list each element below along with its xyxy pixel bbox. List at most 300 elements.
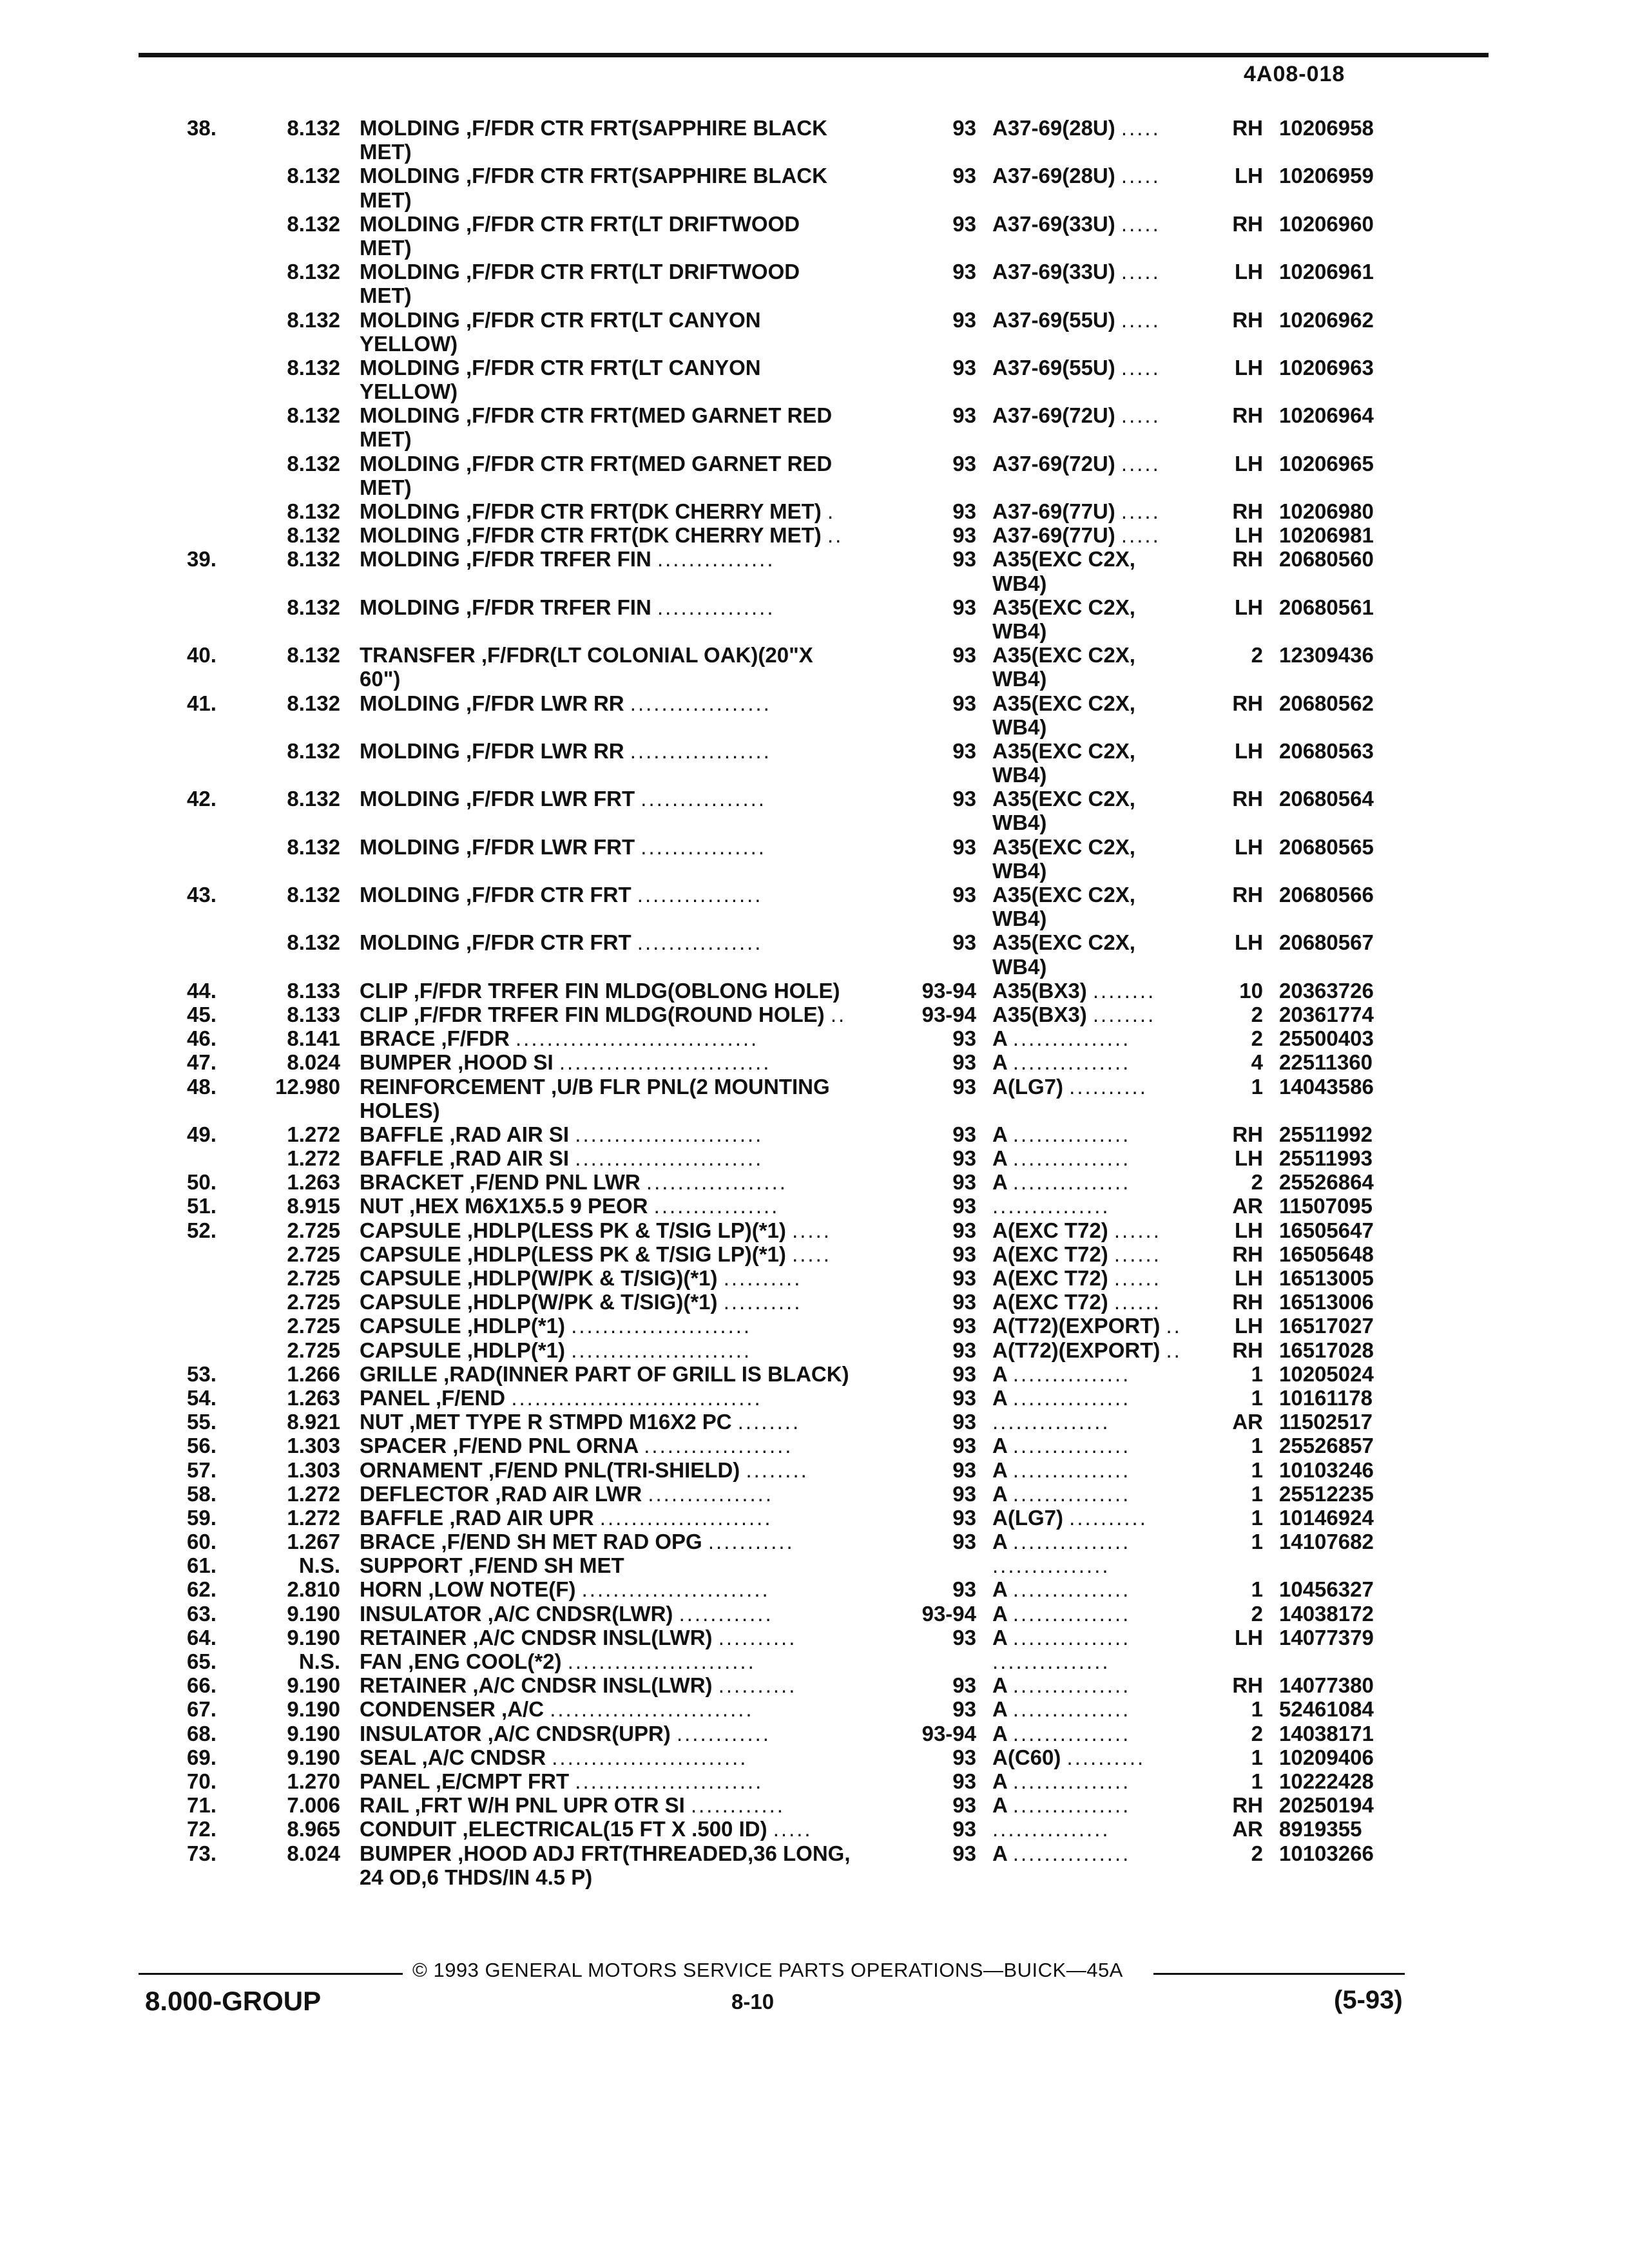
part-number: 14038171	[1279, 1721, 1374, 1745]
application-leader: ........	[1092, 978, 1156, 1003]
part-description	[360, 164, 894, 187]
part-number: 14038172	[1279, 1601, 1374, 1626]
table-row	[0, 1482, 1629, 1506]
application	[992, 811, 1211, 834]
part-description	[360, 1099, 894, 1122]
description-text: CAPSULE ,HDLP(W/PK & T/SIG)(*1)	[360, 1266, 718, 1290]
table-row	[0, 1434, 1629, 1457]
part-number: 10206980	[1279, 499, 1374, 523]
application-text: A	[992, 1170, 1007, 1195]
group-number: 8.915	[287, 1194, 340, 1218]
table-row	[0, 1026, 1629, 1050]
application	[992, 955, 1211, 979]
description-text: 60")	[360, 667, 401, 691]
table-row	[0, 1865, 1629, 1889]
description-text: RAIL ,FRT W/H PNL UPR OTR SI	[360, 1793, 685, 1818]
quantity: LH	[1235, 1218, 1263, 1242]
group-number: N.S.	[298, 1649, 340, 1673]
table-row	[0, 1553, 1629, 1577]
quantity: 1	[1251, 1530, 1263, 1554]
description-text: MOLDING ,F/FDR TRFER FIN	[360, 547, 651, 572]
model-year: 93	[952, 883, 976, 907]
description-text: NUT ,HEX M6X1X5.5 9 PEOR	[360, 1194, 648, 1218]
quantity: 2	[1251, 1841, 1263, 1865]
table-row	[0, 1170, 1629, 1194]
description-leader: ................	[641, 834, 766, 859]
description-text: PANEL ,F/END	[360, 1385, 506, 1410]
quantity: RH	[1232, 1290, 1263, 1314]
model-year: 93	[952, 1290, 976, 1314]
description-text: GRILLE ,RAD(INNER PART OF GRILL IS BLACK)	[360, 1361, 849, 1386]
application-text: A37-69(28U)	[992, 164, 1115, 188]
model-year: 93	[952, 1338, 976, 1362]
part-description	[360, 1482, 894, 1506]
application-text: A35(EXC C2X,	[992, 547, 1135, 572]
application	[992, 1050, 1211, 1074]
description-leader: .........................	[552, 1745, 748, 1769]
description-text: BRACKET ,F/END PNL LWR	[360, 1170, 641, 1195]
table-row	[0, 1530, 1629, 1553]
description-text: MET)	[360, 475, 412, 499]
description-leader: ...........................	[559, 1050, 771, 1075]
group-number: 9.190	[287, 1721, 340, 1745]
group-number: 2.725	[287, 1290, 340, 1314]
table-row	[0, 1673, 1629, 1697]
description-text: CLIP ,F/FDR TRFER FIN MLDG(ROUND HOLE)	[360, 1002, 825, 1026]
application-text: A	[992, 1793, 1007, 1818]
item-number: 49.	[187, 1122, 217, 1146]
model-year: 93	[952, 1026, 976, 1051]
part-description	[360, 1649, 894, 1673]
footer-rule-left	[139, 1973, 403, 1975]
application	[992, 1434, 1211, 1457]
application	[992, 1075, 1211, 1099]
model-year: 93	[952, 164, 976, 188]
model-year: 93	[952, 1481, 976, 1506]
quantity: LH	[1235, 930, 1263, 955]
table-row	[0, 811, 1629, 834]
quantity: 2	[1251, 1721, 1263, 1745]
description-text: CLIP ,F/FDR TRFER FIN MLDG(OBLONG HOLE)	[360, 978, 840, 1003]
item-number: 38.	[187, 116, 217, 140]
table-row	[0, 907, 1629, 930]
model-year: 93	[952, 643, 976, 668]
model-year: 93	[952, 1577, 976, 1602]
description-text: MET)	[360, 284, 412, 308]
application	[992, 1769, 1211, 1793]
description-leader: .....	[773, 1817, 813, 1841]
application-text: A37-69(77U)	[992, 523, 1115, 548]
quantity: RH	[1232, 1793, 1263, 1818]
part-number: 10206963	[1279, 355, 1374, 380]
group-number: 8.132	[287, 643, 340, 668]
part-description	[360, 1602, 894, 1626]
item-number: 40.	[187, 643, 217, 668]
application-text: A(LG7)	[992, 1074, 1063, 1099]
application-text: A35(EXC C2X,	[992, 930, 1135, 955]
application	[992, 787, 1211, 811]
application	[992, 523, 1211, 547]
application-text: WB4)	[992, 858, 1047, 883]
application-text: A35(EXC C2X,	[992, 595, 1135, 619]
quantity: RH	[1232, 787, 1263, 811]
item-number: 50.	[187, 1170, 217, 1195]
table-row	[0, 1649, 1629, 1673]
description-text: BUMPER ,HOOD ADJ FRT(THREADED,36 LONG,	[360, 1841, 851, 1865]
model-year: 93-94	[921, 1721, 976, 1745]
application	[992, 1122, 1211, 1146]
application-text: A	[992, 1601, 1007, 1626]
table-row	[0, 1410, 1629, 1434]
model-year: 93	[952, 1769, 976, 1793]
item-number: 44.	[187, 978, 217, 1003]
application	[992, 1530, 1211, 1553]
group-number: 1.263	[287, 1385, 340, 1410]
application-leader: ...............	[1012, 1577, 1131, 1602]
group-number: 12.980	[275, 1074, 340, 1099]
table-row	[0, 1242, 1629, 1266]
group-number: 1.272	[287, 1481, 340, 1506]
quantity: LH	[1235, 595, 1263, 619]
part-description	[360, 667, 894, 691]
part-description	[360, 260, 894, 284]
part-number: 25526857	[1279, 1434, 1374, 1458]
description-text: MOLDING ,F/FDR LWR RR	[360, 738, 624, 763]
part-description	[360, 1745, 894, 1769]
quantity: 10	[1239, 978, 1263, 1003]
application-leader: .....	[1121, 403, 1161, 428]
application-leader: ...............	[1012, 1122, 1131, 1146]
item-number: 72.	[187, 1817, 217, 1841]
description-text: MOLDING ,F/FDR CTR FRT(DK CHERRY MET)	[360, 523, 822, 548]
table-row	[0, 859, 1629, 883]
application-text: A	[992, 1841, 1007, 1865]
application	[992, 1626, 1211, 1649]
table-row	[0, 619, 1629, 643]
application-leader: ...............	[1012, 1361, 1131, 1386]
quantity: RH	[1232, 211, 1263, 236]
application-text: WB4)	[992, 811, 1047, 835]
group-number: 8.132	[287, 116, 340, 140]
part-description	[360, 452, 894, 476]
quantity: 1	[1251, 1577, 1263, 1602]
description-text: PANEL ,E/CMPT FRT	[360, 1769, 570, 1793]
quantity: 2	[1251, 1601, 1263, 1626]
description-text: MOLDING ,F/FDR CTR FRT(LT DRIFTWOOD	[360, 211, 800, 236]
model-year: 93	[952, 1385, 976, 1410]
application-leader: .....	[1121, 499, 1161, 523]
part-number: 16517027	[1279, 1314, 1374, 1338]
model-year: 93	[952, 1457, 976, 1482]
part-description	[360, 1386, 894, 1410]
item-number: 64.	[187, 1625, 217, 1649]
table-row	[0, 787, 1629, 811]
description-leader: ..........	[718, 1673, 797, 1698]
part-description	[360, 427, 894, 451]
quantity: 2	[1251, 1002, 1263, 1026]
description-leader: ............	[679, 1601, 773, 1626]
model-year: 93-94	[921, 1601, 976, 1626]
part-number: 10103266	[1279, 1841, 1374, 1865]
model-year: 93	[952, 1242, 976, 1266]
application-text: A35(EXC C2X,	[992, 691, 1135, 715]
part-description	[360, 1865, 894, 1889]
part-description	[360, 1170, 894, 1194]
application-leader: .....	[1121, 355, 1161, 380]
part-description	[360, 1769, 894, 1793]
part-number: 20680565	[1279, 834, 1374, 859]
part-number: 10209406	[1279, 1745, 1374, 1769]
item-number: 65.	[187, 1649, 217, 1673]
application-text: A	[992, 1697, 1007, 1722]
table-row	[0, 1386, 1629, 1410]
application-text: A(EXC T72)	[992, 1218, 1108, 1242]
item-number: 61.	[187, 1553, 217, 1578]
description-leader: ................	[653, 1194, 780, 1218]
model-year: 93	[952, 1361, 976, 1386]
part-number: 12309436	[1279, 643, 1374, 668]
quantity: 1	[1251, 1769, 1263, 1793]
part-number: 10103246	[1279, 1457, 1374, 1482]
application-leader: .....	[1121, 116, 1161, 140]
part-number: 20363726	[1279, 978, 1374, 1003]
description-leader: ........................	[575, 1146, 764, 1171]
group-number: 2.810	[287, 1577, 340, 1602]
application-leader: .....	[1121, 164, 1161, 188]
quantity: 1	[1251, 1457, 1263, 1482]
quantity: RH	[1232, 307, 1263, 332]
description-text: NUT ,MET TYPE R STMPD M16X2 PC	[360, 1410, 732, 1434]
description-text: CAPSULE ,HDLP(*1)	[360, 1338, 566, 1362]
group-label: 8.000-GROUP	[145, 1986, 322, 2016]
application-text: A37-69(33U)	[992, 260, 1115, 284]
table-row	[0, 476, 1629, 499]
item-number: 62.	[187, 1577, 217, 1602]
application-text: A	[992, 1361, 1007, 1386]
group-number: 8.132	[287, 307, 340, 332]
application	[992, 619, 1211, 643]
description-leader: .	[827, 499, 836, 523]
application-text: WB4)	[992, 954, 1047, 979]
model-year: 93	[952, 930, 976, 955]
part-description	[360, 1050, 894, 1074]
group-number: 2.725	[287, 1218, 340, 1242]
application-leader: ........	[1092, 1002, 1156, 1026]
quantity: LH	[1235, 1625, 1263, 1649]
application-text: A35(EXC C2X,	[992, 738, 1135, 763]
application-leader: ...............	[1012, 1146, 1131, 1171]
item-number: 54.	[187, 1385, 217, 1410]
application-text: A37-69(72U)	[992, 451, 1115, 476]
model-year: 93	[952, 1194, 976, 1218]
part-description	[360, 1553, 894, 1577]
description-text: CAPSULE ,HDLP(W/PK & T/SIG)(*1)	[360, 1290, 718, 1314]
application-text: A(LG7)	[992, 1505, 1063, 1530]
table-row	[0, 1218, 1629, 1242]
application-text: A(EXC T72)	[992, 1290, 1108, 1314]
footer-rule-right	[1153, 1973, 1405, 1975]
quantity: RH	[1232, 1338, 1263, 1362]
group-number: 8.132	[287, 547, 340, 572]
item-number: 48.	[187, 1074, 217, 1099]
application-leader: .....	[1121, 307, 1161, 332]
table-row	[0, 1769, 1629, 1793]
group-number: 1.272	[287, 1122, 340, 1146]
part-number: 16513005	[1279, 1266, 1374, 1290]
description-text: MET)	[360, 235, 412, 260]
description-leader: ...............	[657, 595, 775, 619]
application	[992, 930, 1211, 954]
application	[992, 547, 1211, 571]
item-number: 66.	[187, 1673, 217, 1698]
group-number: 8.132	[287, 834, 340, 859]
application-text: WB4)	[992, 763, 1047, 787]
application	[992, 164, 1211, 187]
application-text: A37-69(33U)	[992, 211, 1115, 236]
part-description	[360, 739, 894, 763]
quantity: LH	[1235, 260, 1263, 284]
model-year: 93	[952, 1505, 976, 1530]
application	[992, 907, 1211, 930]
quantity: LH	[1235, 1266, 1263, 1290]
group-number: 8.132	[287, 451, 340, 476]
group-number: 2.725	[287, 1338, 340, 1362]
part-number: 16517028	[1279, 1338, 1374, 1362]
table-row	[0, 188, 1629, 212]
application	[992, 1194, 1211, 1218]
table-row	[0, 1793, 1629, 1817]
quantity: AR	[1232, 1817, 1263, 1841]
description-text: RETAINER ,A/C CNDSR INSL(LWR)	[360, 1625, 713, 1649]
group-number: 8.133	[287, 978, 340, 1003]
model-year: 93	[952, 691, 976, 715]
part-number: 14107682	[1279, 1530, 1374, 1554]
group-number: 8.132	[287, 211, 340, 236]
part-description	[360, 1290, 894, 1314]
description-text: REINFORCEMENT ,U/B FLR PNL(2 MOUNTING	[360, 1074, 830, 1099]
application	[992, 691, 1211, 715]
application-text: A	[992, 1673, 1007, 1698]
part-description	[360, 523, 894, 547]
date-code: (5-93)	[1334, 1986, 1403, 2014]
model-year: 93	[952, 523, 976, 548]
part-description	[360, 236, 894, 260]
part-description	[360, 1075, 894, 1099]
application-leader: ...............	[1012, 1601, 1131, 1626]
description-leader: ..........	[723, 1266, 802, 1290]
part-number: 16505647	[1279, 1218, 1374, 1242]
copyright-notice: © 1993 GENERAL MOTORS SERVICE PARTS OPERATIONS—BUICK—45A	[412, 1959, 1123, 1981]
group-number: 8.132	[287, 595, 340, 619]
application-text: A35(EXC C2X,	[992, 834, 1135, 859]
table-row	[0, 260, 1629, 284]
item-number: 59.	[187, 1505, 217, 1530]
description-leader: ......................	[599, 1505, 773, 1530]
application-text: A35(BX3)	[992, 1002, 1087, 1026]
part-description	[360, 691, 894, 715]
model-year: 93	[952, 1314, 976, 1338]
description-leader: .......................	[571, 1338, 752, 1362]
model-year: 93-94	[921, 1002, 976, 1026]
item-number: 55.	[187, 1410, 217, 1434]
table-row	[0, 1338, 1629, 1362]
model-year: 93	[952, 116, 976, 140]
application-text: A	[992, 1769, 1007, 1793]
description-leader: ..........	[718, 1625, 797, 1649]
model-year: 93	[952, 1266, 976, 1290]
group-number: 1.272	[287, 1505, 340, 1530]
quantity: AR	[1232, 1194, 1263, 1218]
description-leader: ..................	[630, 691, 771, 715]
item-number: 58.	[187, 1481, 217, 1506]
group-number: 9.190	[287, 1697, 340, 1722]
application-text: A35(EXC C2X,	[992, 883, 1135, 907]
application-leader: .....	[1121, 260, 1161, 284]
part-description	[360, 332, 894, 356]
quantity: AR	[1232, 1410, 1263, 1434]
group-number: 8.132	[287, 403, 340, 428]
part-number: 14077380	[1279, 1673, 1374, 1698]
description-text: MOLDING ,F/FDR CTR FRT(DK CHERRY MET)	[360, 499, 822, 523]
part-description	[360, 356, 894, 380]
table-row	[0, 1099, 1629, 1122]
group-number: 8.132	[287, 355, 340, 380]
application-leader: ...............	[1012, 1481, 1131, 1506]
application	[992, 499, 1211, 523]
application-leader: ...............	[1012, 1769, 1131, 1793]
parts-list	[0, 116, 1629, 1889]
group-number: 2.725	[287, 1242, 340, 1266]
application	[992, 1386, 1211, 1410]
part-description	[360, 1003, 894, 1026]
application	[992, 1602, 1211, 1626]
application	[992, 1841, 1211, 1865]
application-text: A	[992, 1625, 1007, 1649]
model-year: 93	[952, 1170, 976, 1195]
item-number: 47.	[187, 1050, 217, 1075]
application	[992, 667, 1211, 691]
description-leader: ........	[746, 1457, 809, 1482]
quantity: 1	[1251, 1074, 1263, 1099]
part-number: 10206981	[1279, 523, 1374, 548]
description-text: INSULATOR ,A/C CNDSR(UPR)	[360, 1721, 671, 1745]
part-number: 22511360	[1279, 1050, 1373, 1075]
description-text: MOLDING ,F/FDR LWR FRT	[360, 787, 635, 811]
part-number: 25511992	[1279, 1122, 1373, 1146]
table-row	[0, 715, 1629, 739]
group-number: 1.263	[287, 1170, 340, 1195]
part-description	[360, 1122, 894, 1146]
description-leader: ............	[690, 1793, 785, 1818]
item-number: 52.	[187, 1218, 217, 1242]
application-text: A35(BX3)	[992, 978, 1087, 1003]
description-leader: ..........	[723, 1290, 802, 1314]
description-leader: ............	[676, 1721, 771, 1745]
model-year: 93	[952, 1745, 976, 1769]
description-text: FAN ,ENG COOL(*2)	[360, 1649, 562, 1673]
description-text: MOLDING ,F/FDR CTR FRT(MED GARNET RED	[360, 403, 833, 428]
description-text: CONDUIT ,ELECTRICAL(15 FT X .500 ID)	[360, 1817, 767, 1841]
model-year: 93	[952, 1122, 976, 1146]
table-row	[0, 547, 1629, 571]
part-number: 20680567	[1279, 930, 1374, 955]
item-number: 51.	[187, 1194, 217, 1218]
description-text: BAFFLE ,RAD AIR SI	[360, 1122, 570, 1146]
application	[992, 1290, 1211, 1314]
group-number: 9.190	[287, 1745, 340, 1769]
table-row	[0, 140, 1629, 164]
part-description	[360, 643, 894, 667]
